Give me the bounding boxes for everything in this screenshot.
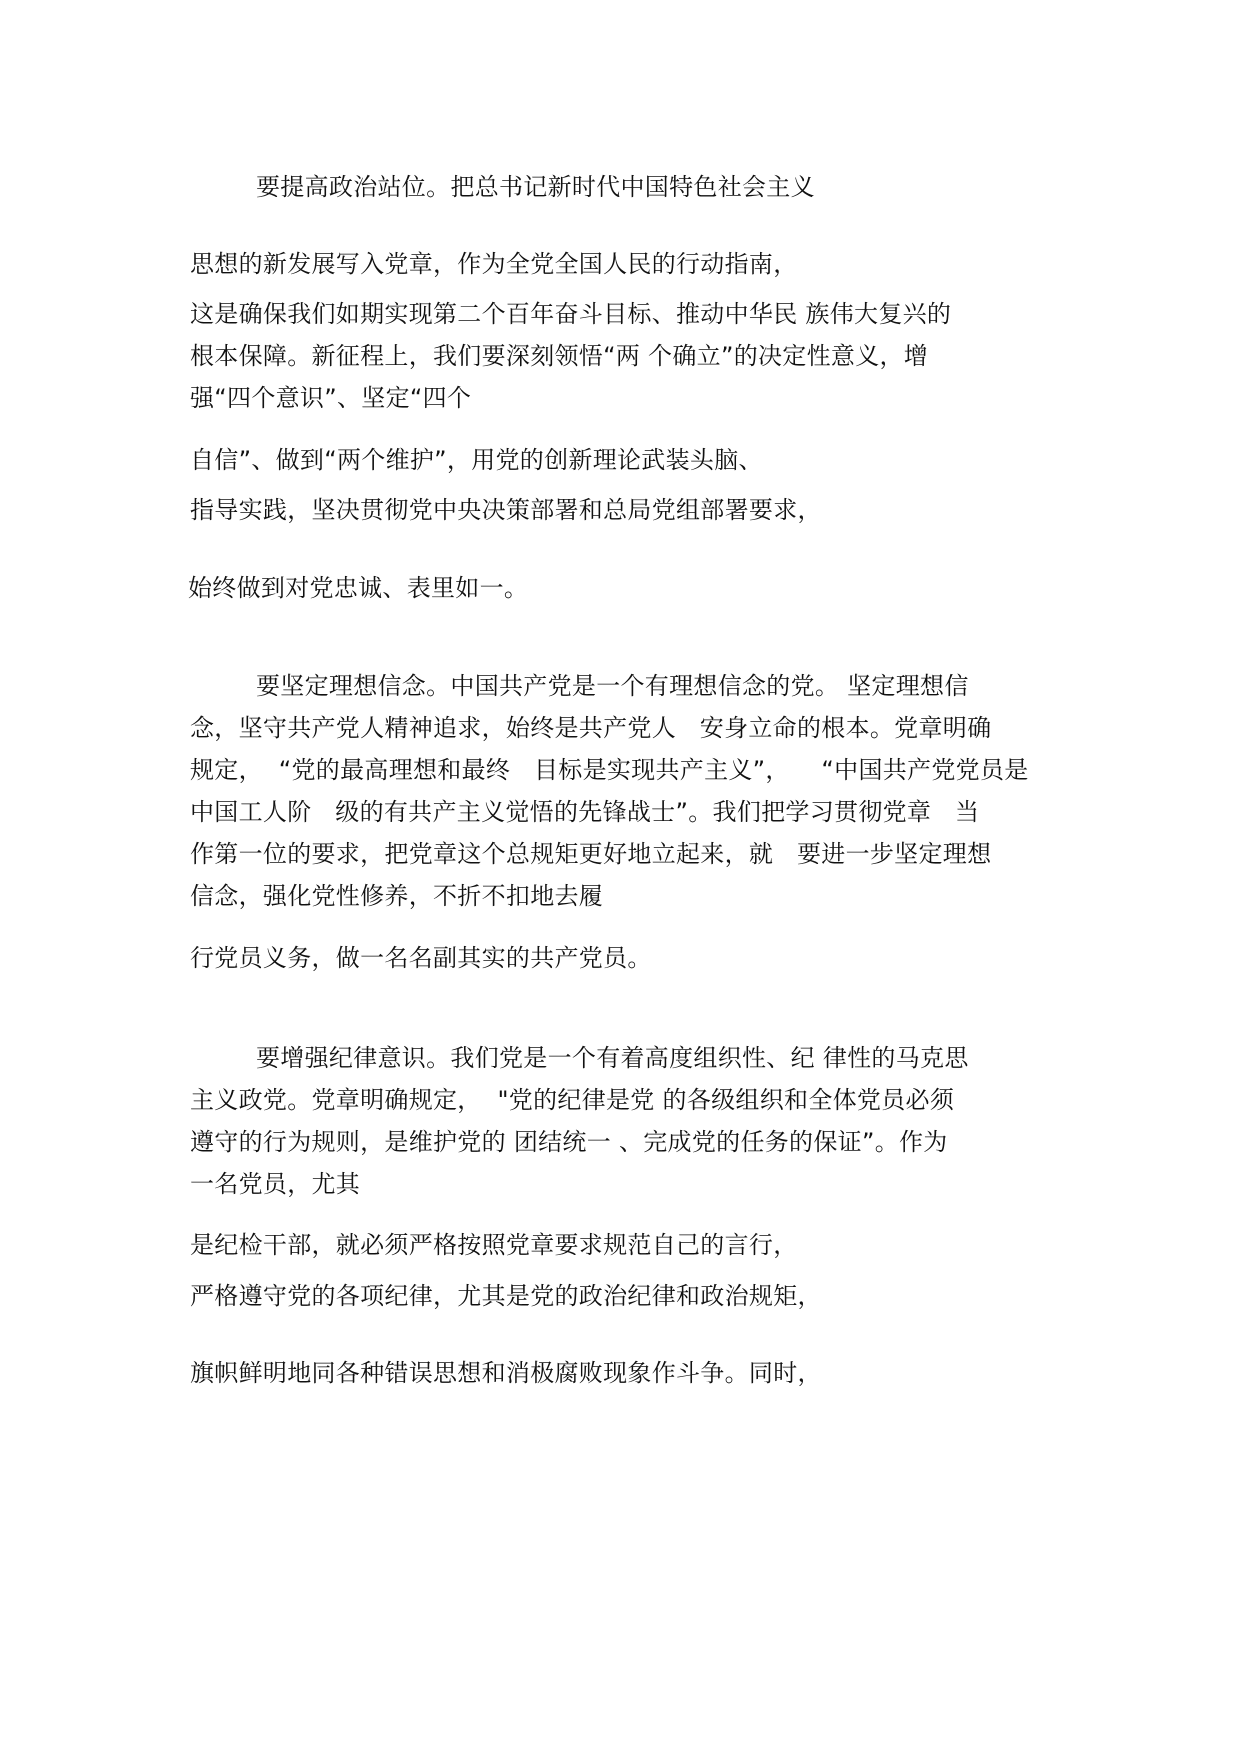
paragraph-1-line-2: 思想的新发展写入党章，作为全党全国人民的行动指南，	[190, 250, 798, 278]
paragraph-2-line-7: 行党员义务，做一名名副其实的共产党员。	[190, 944, 652, 972]
paragraph-3-line-4: 一名党员，尤其	[190, 1170, 361, 1198]
paragraph-2-line-6: 信念，强化党性修养，不折不扣地去履	[190, 882, 604, 910]
paragraph-2-line-3: 规定， “党的最高理想和最终 目标是实现共产主义”， “中国共产党党员是	[190, 756, 1029, 784]
paragraph-3-line-7: 旗帜鲜明地同各种错误思想和消极腐败现象作斗争。同时，	[190, 1359, 822, 1387]
paragraph-2-line-4: 中国工人阶 级的有共产主义觉悟的先锋战士”。我们把学习贯彻党章 当	[190, 798, 980, 826]
paragraph-1-line-6: 自信”、做到“两个维护”，用党的创新理论武装头脑、	[190, 446, 763, 474]
paragraph-2-line-2: 念，坚守共产党人精神追求，始终是共产党人 安身立命的根本。党章明确	[190, 714, 992, 742]
paragraph-1-line-7: 指导实践，坚决贯彻党中央决策部署和总局党组部署要求，	[190, 496, 822, 524]
paragraph-3-line-5: 是纪检干部，就必须严格按照党章要求规范自己的言行，	[190, 1231, 798, 1259]
paragraph-3-line-1: 要增强纪律意识。我们党是一个有着高度组织性、纪 律性的马克思	[256, 1044, 969, 1072]
paragraph-3-line-3: 遵守的行为规则，是维护党的 团结统一 、完成党的任务的保证”。作为	[190, 1128, 948, 1156]
paragraph-3-line-2: 主义政党。党章明确规定， "党的纪律是党 的各级组织和全体党员必须	[190, 1086, 955, 1114]
paragraph-1-line-8: 始终做到对党忠诚、表里如一。	[188, 574, 529, 602]
paragraph-1-line-3: 这是确保我们如期实现第二个百年奋斗目标、推动中华民 族伟大复兴的	[190, 300, 952, 328]
paragraph-1-line-5: 强“四个意识”、坚定“四个	[190, 384, 472, 412]
paragraph-1-line-1: 要提高政治站位。把总书记新时代中国特色社会主义	[256, 173, 815, 201]
paragraph-2-line-1: 要坚定理想信念。中国共产党是一个有理想信念的党。 坚定理想信	[256, 672, 969, 700]
paragraph-1-line-4: 根本保障。新征程上，我们要深刻领悟“两 个确立”的决定性意义，增	[190, 342, 929, 370]
paragraph-3-line-6: 严格遵守党的各项纪律，尤其是党的政治纪律和政治规矩，	[190, 1282, 822, 1310]
paragraph-2-line-5: 作第一位的要求，把党章这个总规矩更好地立起来，就 要进一步坚定理想	[190, 840, 992, 868]
